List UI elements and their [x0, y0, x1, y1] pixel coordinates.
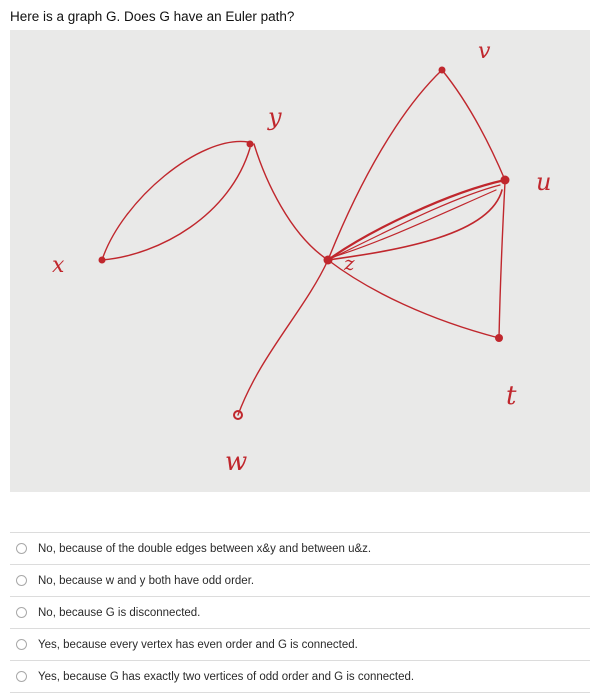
edge-y-z	[254, 144, 328, 260]
option-1[interactable]	[10, 533, 590, 565]
graph-drawing	[10, 30, 590, 492]
edge-v-u	[442, 70, 505, 180]
option-label: Yes, because every vertex has even order and G is connected.	[38, 638, 358, 651]
vertex-label-t: t	[506, 381, 517, 411]
edge-u-t	[499, 182, 505, 338]
vertex-label-z: z	[344, 251, 355, 275]
option-label: Yes, because G has exactly two vertices of odd order and G is connected.	[38, 670, 415, 683]
vertex-v	[439, 67, 446, 74]
option-5[interactable]	[10, 661, 590, 693]
option-4[interactable]	[10, 629, 590, 661]
vertex-label-w: w	[225, 447, 248, 477]
option-label: No, because w and y both have odd order.	[38, 574, 255, 587]
edge-z-w	[238, 260, 328, 415]
radio-button[interactable]	[16, 575, 27, 586]
vertex-u	[501, 176, 510, 185]
vertex-label-y: y	[268, 103, 282, 131]
vertex-label-u: u	[536, 168, 552, 196]
graph-image	[10, 30, 590, 492]
option-3[interactable]	[10, 597, 590, 629]
vertex-label-v: v	[478, 39, 491, 64]
edge-x-y-lower	[102, 148, 250, 260]
radio-button[interactable]	[16, 543, 27, 554]
radio-button[interactable]	[16, 607, 27, 618]
vertex-z	[324, 256, 333, 265]
answer-options	[10, 532, 590, 693]
vertex-label-x: x	[52, 253, 65, 278]
vertex-t	[495, 334, 503, 342]
radio-button[interactable]	[16, 671, 27, 682]
option-label: No, because of the double edges between x&y and between u&z.	[38, 542, 372, 555]
edge-x-y-upper	[102, 141, 248, 260]
option-2[interactable]	[10, 565, 590, 597]
vertex-x	[99, 257, 106, 264]
vertex-y	[247, 141, 254, 148]
option-label: No, because G is disconnected.	[38, 606, 201, 619]
radio-button[interactable]	[16, 639, 27, 650]
question-text: Here is a graph G. Does G have an Euler path?	[10, 9, 295, 24]
